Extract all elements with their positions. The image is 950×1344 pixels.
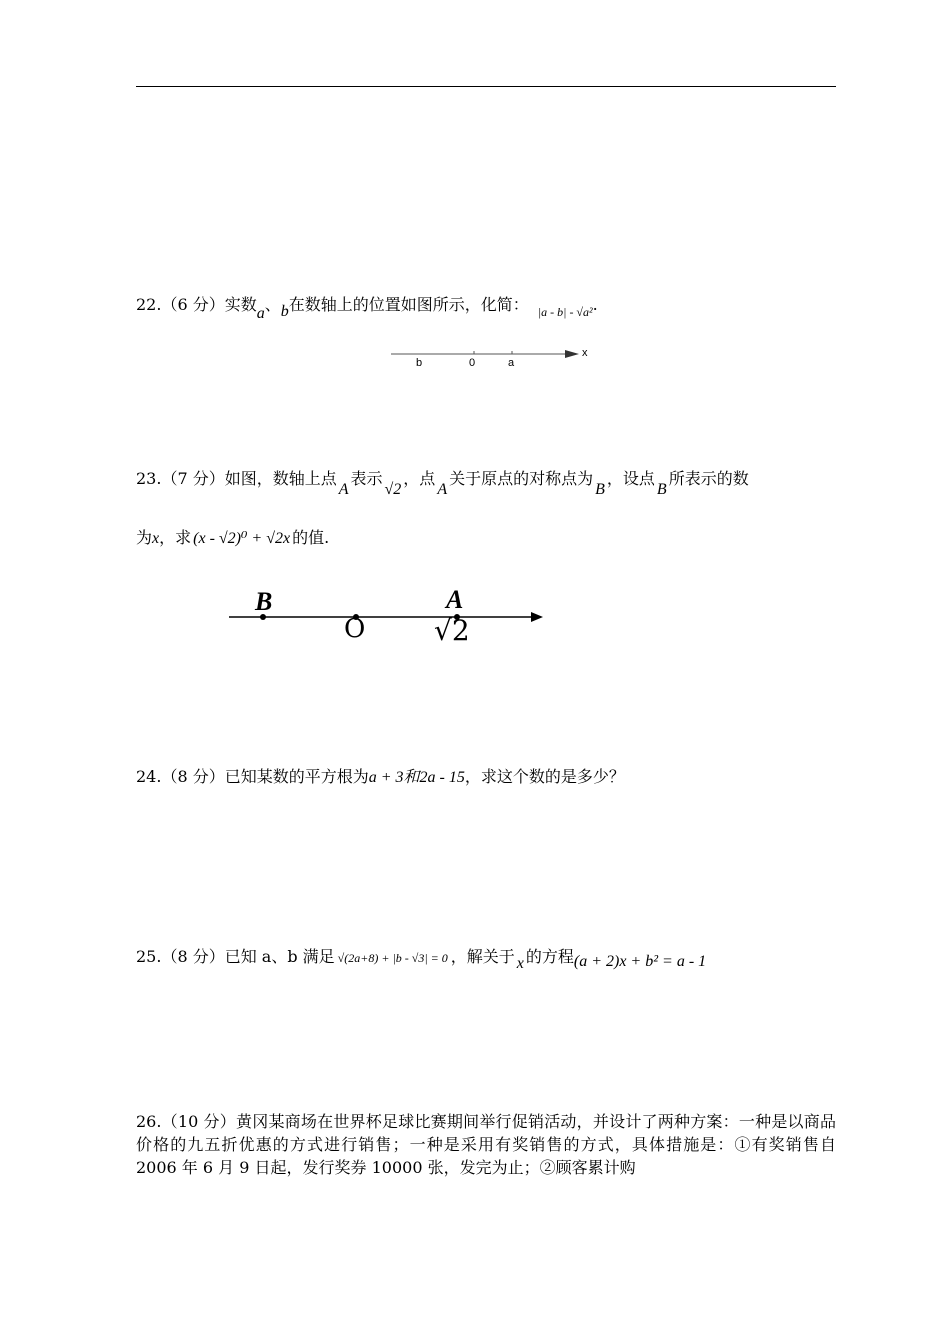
q23-text-h: ，求 xyxy=(159,528,192,547)
q23-text-a: 23.（7 分）如图，数轴上点 xyxy=(136,469,337,488)
q25-text-a: 25.（8 分）已知 a、b 满足 xyxy=(136,947,335,966)
q23-sqrt2: √2 xyxy=(384,481,402,498)
q23-point-a-2: A xyxy=(437,481,448,498)
question-25 xyxy=(136,944,707,972)
q25-condition: √(2a+8) + |b - √3| = 0 xyxy=(337,951,448,965)
q23-text-g: 为 xyxy=(136,528,153,547)
q22-var-a: a xyxy=(256,305,265,322)
q23-point-b-2: B xyxy=(656,481,667,498)
q25-text-c: 的方程 xyxy=(525,947,574,966)
q22-label-a: a xyxy=(508,357,515,369)
question-23-line-2 xyxy=(136,525,329,548)
q23-fig-label-a: A xyxy=(446,585,464,614)
q22-expression: |a - b| - √a² xyxy=(537,305,593,319)
question-23-line-1 xyxy=(136,466,749,498)
q23-text-d: 关于原点的对称点为 xyxy=(449,469,594,488)
q23-point-b: B xyxy=(595,481,605,498)
question-26: 26.（10 分）黄冈某商场在世界杯足球比赛期间举行促销活动，并设计了两种方案：一种是以商品价格的九五折优惠的方式进行销售；一种是采用有奖销售的方式，具体措施是：①有奖销售自 2006 年 6 月 9 日起，发行奖券 10000 张，发完为止；②顾客累计购 xyxy=(136,1112,836,1177)
q23-text-f: 所表示的数 xyxy=(668,469,749,488)
q25-var-x: x xyxy=(516,955,524,972)
q22-label-zero: 0 xyxy=(469,357,476,369)
q22-var-b: b xyxy=(280,303,289,320)
q22-text-a: 22.（6 分）实数 xyxy=(136,295,257,314)
q24-text-b: ，求这个数的是多少？ xyxy=(464,767,625,786)
q22-label-b: b xyxy=(416,357,423,369)
q22-axis-arrow xyxy=(565,350,579,358)
q22-sep: 、 xyxy=(264,295,281,314)
q23-text-c: ，点 xyxy=(403,469,436,488)
question-24 xyxy=(136,764,625,787)
q25-text-b: ，解关于 xyxy=(450,947,515,966)
q22-end: . xyxy=(592,295,598,314)
q22-label-x: x xyxy=(582,347,588,359)
q23-fig-label-sqrt2: √2 xyxy=(434,614,470,647)
q23-text-i: 的值. xyxy=(292,528,330,547)
q22-text-b: 在数轴上的位置如图所示，化简： xyxy=(288,295,529,314)
header-rule xyxy=(136,86,836,87)
q23-number-line xyxy=(225,605,550,630)
q23-fig-label-b: B xyxy=(255,587,273,616)
q23-point-a: A xyxy=(338,481,349,498)
q23-axis-arrow xyxy=(531,612,543,622)
q23-text-e: ，设点 xyxy=(606,469,655,488)
q24-text-a: 24.（8 分）已知某数的平方根为 xyxy=(136,767,369,786)
q23-expression: (x - √2)⁰ + √2x xyxy=(193,530,291,547)
q25-equation: (a + 2)x + b² = a - 1 xyxy=(573,953,707,970)
q23-text-b: 表示 xyxy=(350,469,383,488)
q23-fig-label-o: O xyxy=(344,614,366,644)
question-22 xyxy=(136,292,598,322)
q24-expression: a + 3和2a - 15 xyxy=(368,769,465,786)
q23-var-x: x xyxy=(152,530,160,547)
